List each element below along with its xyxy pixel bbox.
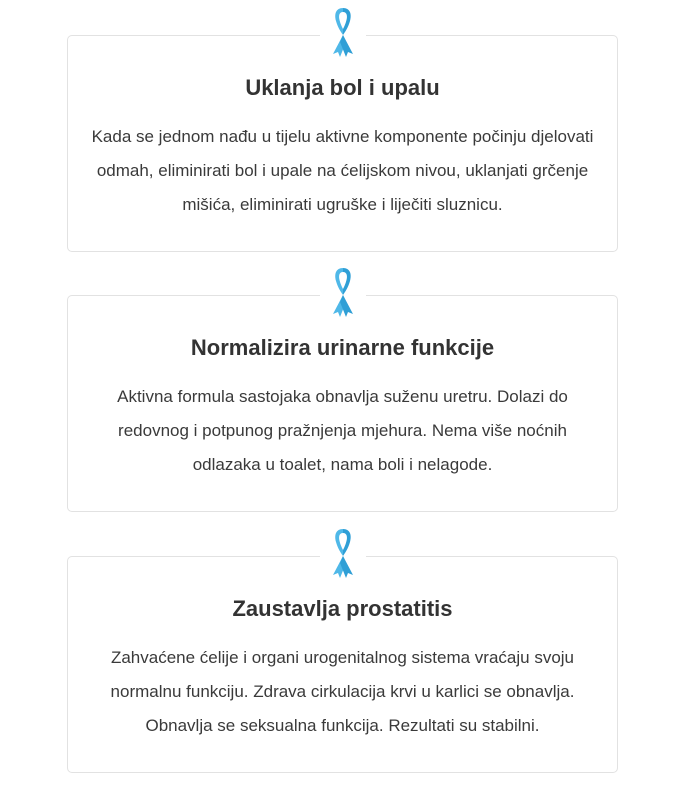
card-description: Zahvaćene ćelije i organi urogenitalnog sistema vraćaju svoju normalnu funkciju. Zdrava cirkulacija krvi u karlici se obnavlja. Obnavlja se seksualna funkcija. Rezultati su stabilni. <box>110 648 575 735</box>
card-description: Aktivna formula sastojaka obnavlja suženu uretru. Dolazi do redovnog i potpunog pražnjenja mjehura. Nema više noćnih odlazaka u toalet, nama boli i nelagode. <box>117 387 568 474</box>
awareness-ribbon-icon <box>320 264 366 320</box>
card-title: Uklanja bol i upalu <box>245 75 440 100</box>
awareness-ribbon-icon <box>320 4 366 60</box>
benefit-card <box>67 35 618 252</box>
card-title: Normalizira urinarne funkcije <box>190 335 495 360</box>
card-description: Kada se jednom nađu u tijelu aktivne komponente počinju djelovati odmah, eliminirati bol i upale na ćelijskom nivou, uklanjati grčenje mišića, eliminirati ugruške i liječiti sluznicu. <box>91 127 594 214</box>
benefit-card <box>67 556 618 773</box>
card-title: Zaustavlja prostatitis <box>232 596 453 621</box>
awareness-ribbon-icon <box>320 525 366 581</box>
benefit-card <box>67 295 618 512</box>
